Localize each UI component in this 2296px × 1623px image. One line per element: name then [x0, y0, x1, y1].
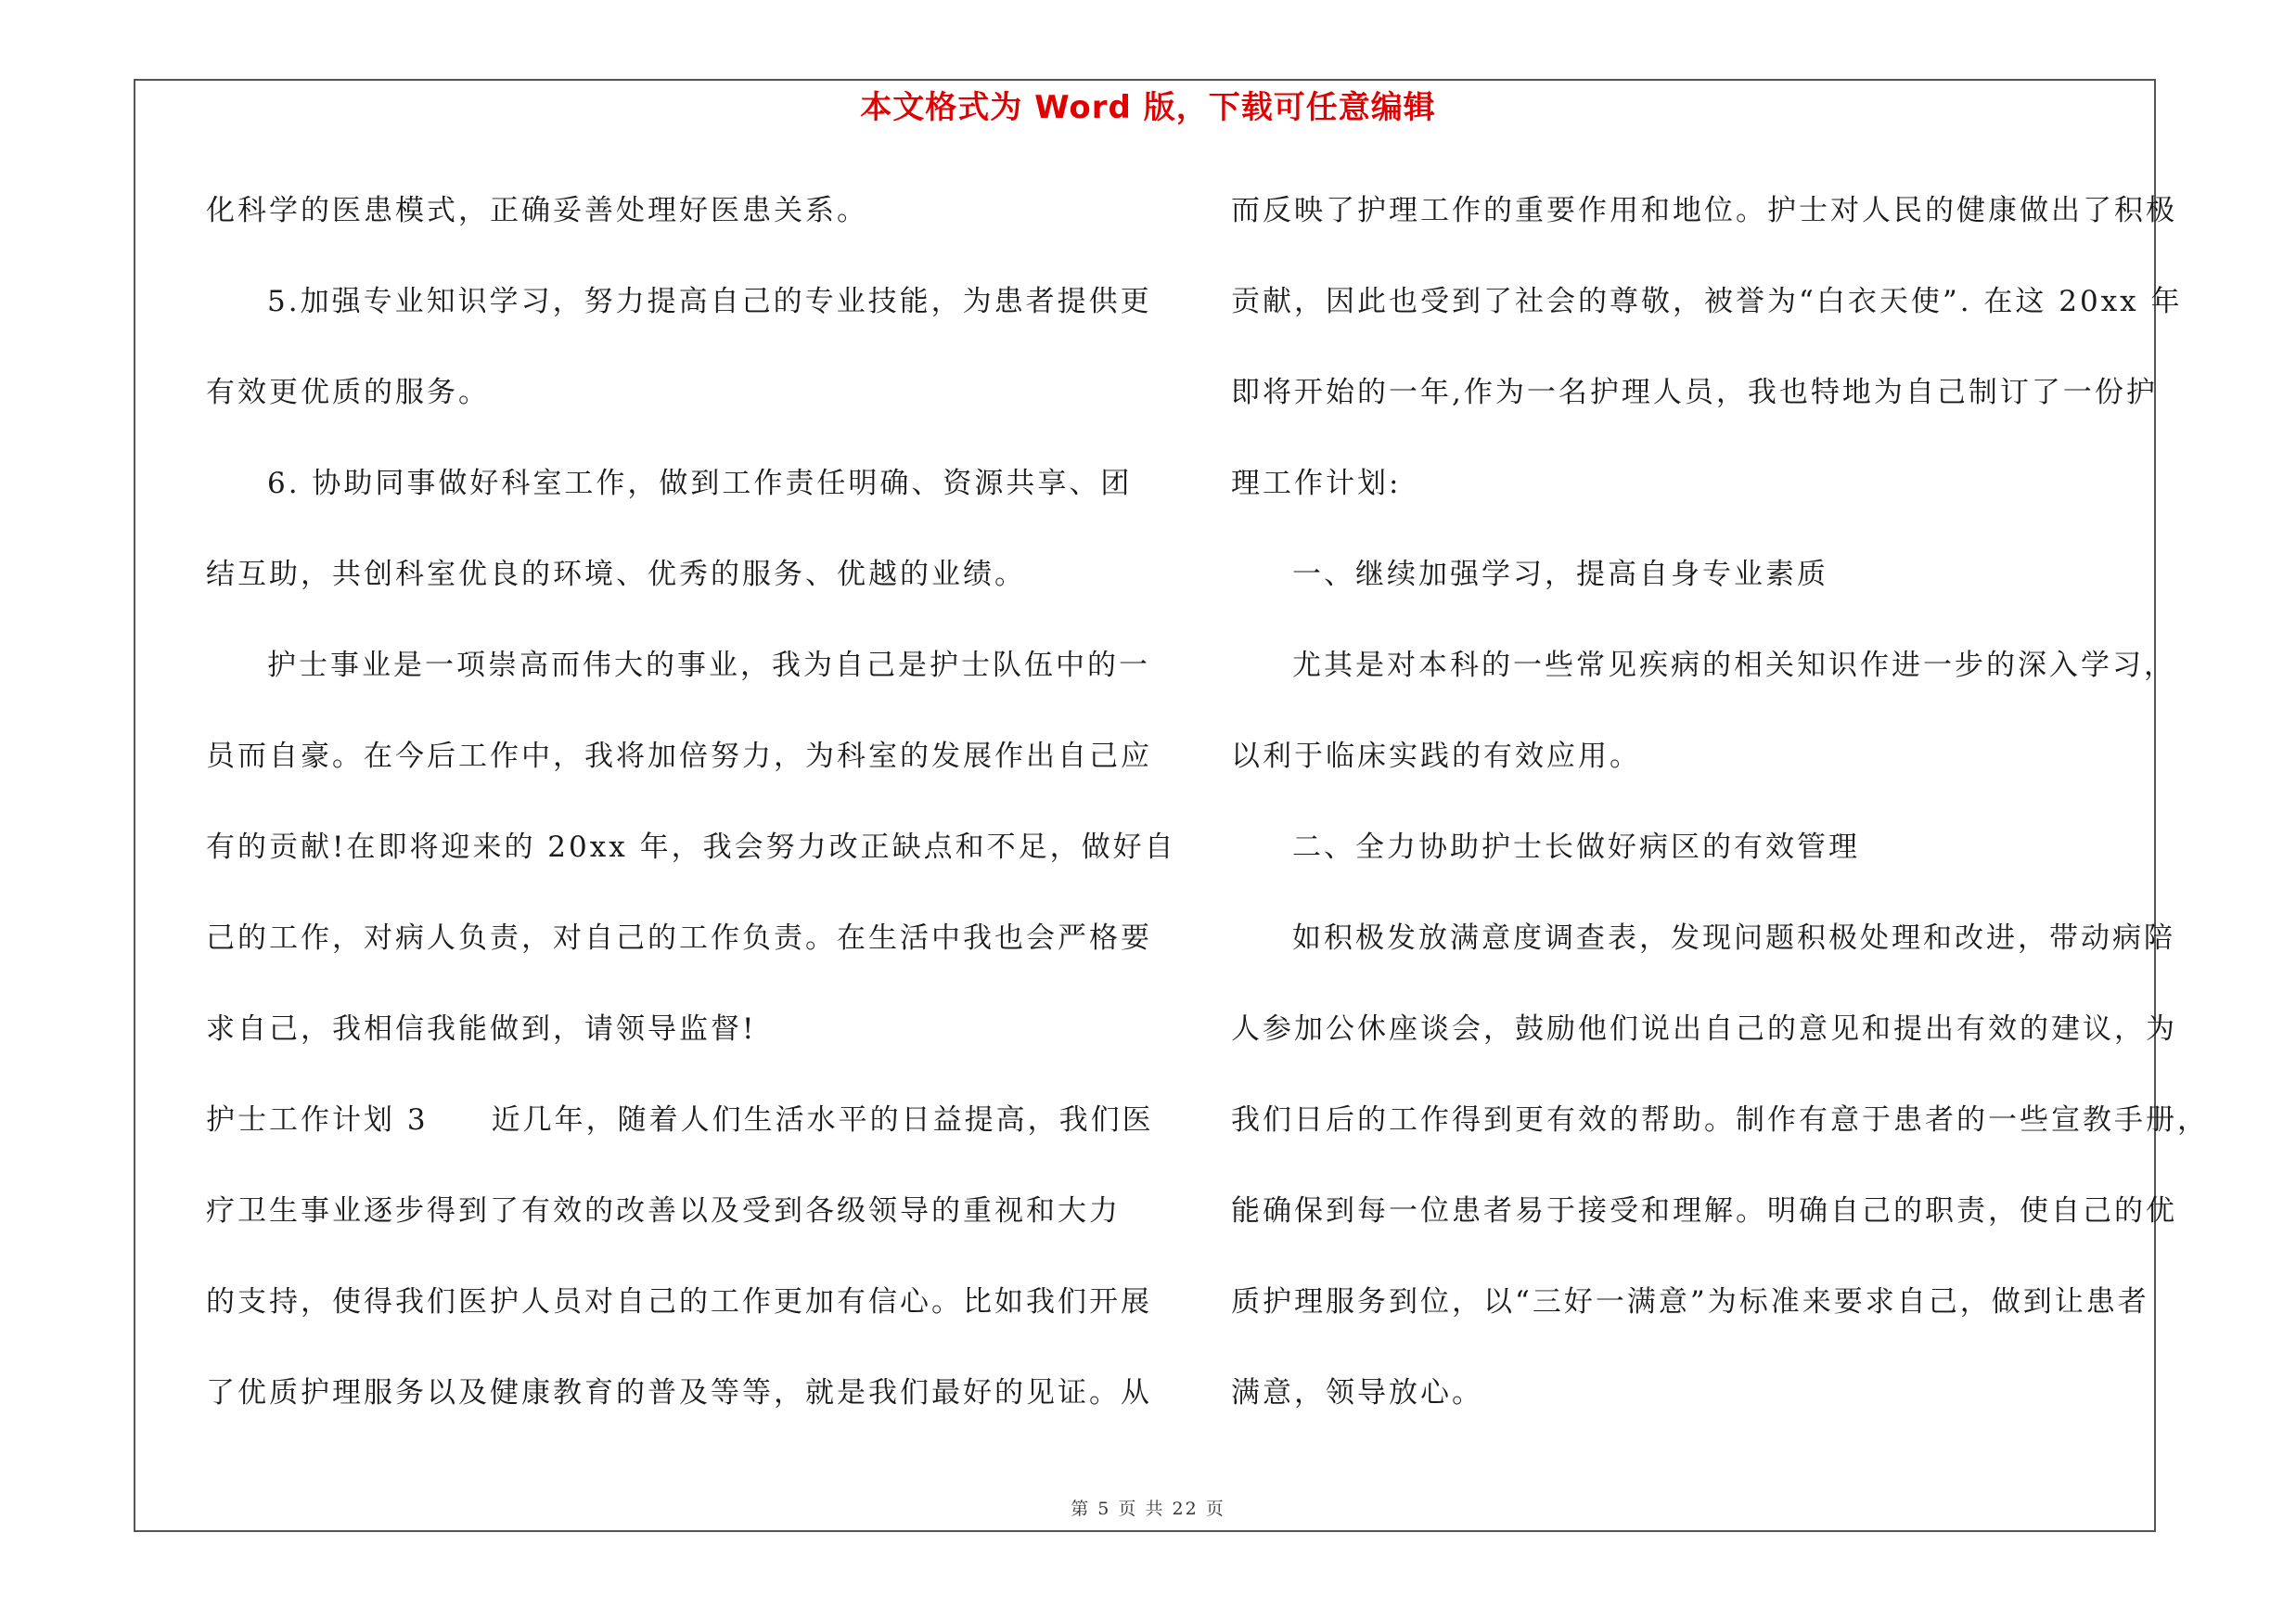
text-line: 己的工作，对病人负责，对自己的工作负责。在生活中我也会严格要 — [206, 921, 1152, 955]
section-heading-line: 护士工作计划 3 近几年，随着人们生活水平的日益提高，我们医 — [206, 1103, 1154, 1137]
text-line: 满意，领导放心。 — [1231, 1376, 1483, 1410]
left-text-column — [206, 186, 1176, 1459]
text-line: 人参加公休座谈会，鼓励他们说出自己的意见和提出有效的建议，为 — [1231, 1012, 2177, 1046]
text-line: 员而自豪。在今后工作中，我将加倍努力，为科室的发展作出自己应 — [206, 740, 1152, 773]
section-heading-line: 一、继续加强学习，提高自身专业素质 — [1292, 558, 1828, 591]
section-heading-line: 二、全力协助护士长做好病区的有效管理 — [1292, 831, 1860, 864]
text-line: 贡献，因此也受到了社会的尊敬，被誉为“白衣天使”. 在这 20xx 年 — [1231, 285, 2183, 318]
text-line: 能确保到每一位患者易于接受和理解。明确自己的职责，使自己的优 — [1231, 1194, 2177, 1228]
text-line: 质护理服务到位，以“三好一满意”为标准来要求自己，做到让患者 — [1231, 1285, 2149, 1319]
text-line: 了优质护理服务以及健康教育的普及等等，就是我们最好的见证。从 — [206, 1376, 1152, 1410]
text-line: 以利于临床实践的有效应用。 — [1231, 740, 1641, 773]
text-line: 结互助，共创科室优良的环境、优秀的服务、优越的业绩。 — [206, 558, 1026, 591]
text-line: 有效更优质的服务。 — [206, 376, 490, 409]
text-line: 护士事业是一项崇高而伟大的事业，我为自己是护士队伍中的一 — [267, 649, 1150, 682]
text-line: 理工作计划: — [1231, 467, 1402, 500]
text-line: 化科学的医患模式，正确妥善处理好医患关系。 — [206, 194, 868, 227]
text-line: 疗卫生事业逐步得到了有效的改善以及受到各级领导的重视和大力 — [206, 1194, 1121, 1228]
word-format-banner: 本文格式为 Word 版，下载可任意编辑 — [860, 89, 1436, 126]
text-line: 即将开始的一年,作为一名护理人员，我也特地为自己制订了一份护 — [1231, 376, 2158, 409]
text-line: 6. 协助同事做好科室工作，做到工作责任明确、资源共享、团 — [267, 467, 1133, 500]
text-line: 如积极发放满意度调查表，发现问题积极处理和改进，带动病陪 — [1292, 921, 2175, 955]
text-line: 有的贡献!在即将迎来的 20xx 年，我会努力改正缺点和不足，做好自 — [206, 831, 1176, 864]
text-line: 而反映了护理工作的重要作用和地位。护士对人民的健康做出了积极 — [1231, 194, 2177, 227]
text-line: 的支持，使得我们医护人员对自己的工作更加有信心。比如我们开展 — [206, 1285, 1152, 1319]
text-line: 尤其是对本科的一些常见疾病的相关知识作进一步的深入学习， — [1292, 649, 2175, 682]
right-text-column — [1231, 186, 2209, 1459]
page-number-indicator: 第 5 页 共 22 页 — [1071, 1499, 1225, 1519]
text-line: 5.加强专业知识学习，努力提高自己的专业技能，为患者提供更 — [267, 285, 1152, 318]
text-line: 我们日后的工作得到更有效的帮助。制作有意于患者的一些宣教手册， — [1231, 1103, 2209, 1137]
text-line: 求自己，我相信我能做到，请领导监督! — [206, 1012, 757, 1046]
